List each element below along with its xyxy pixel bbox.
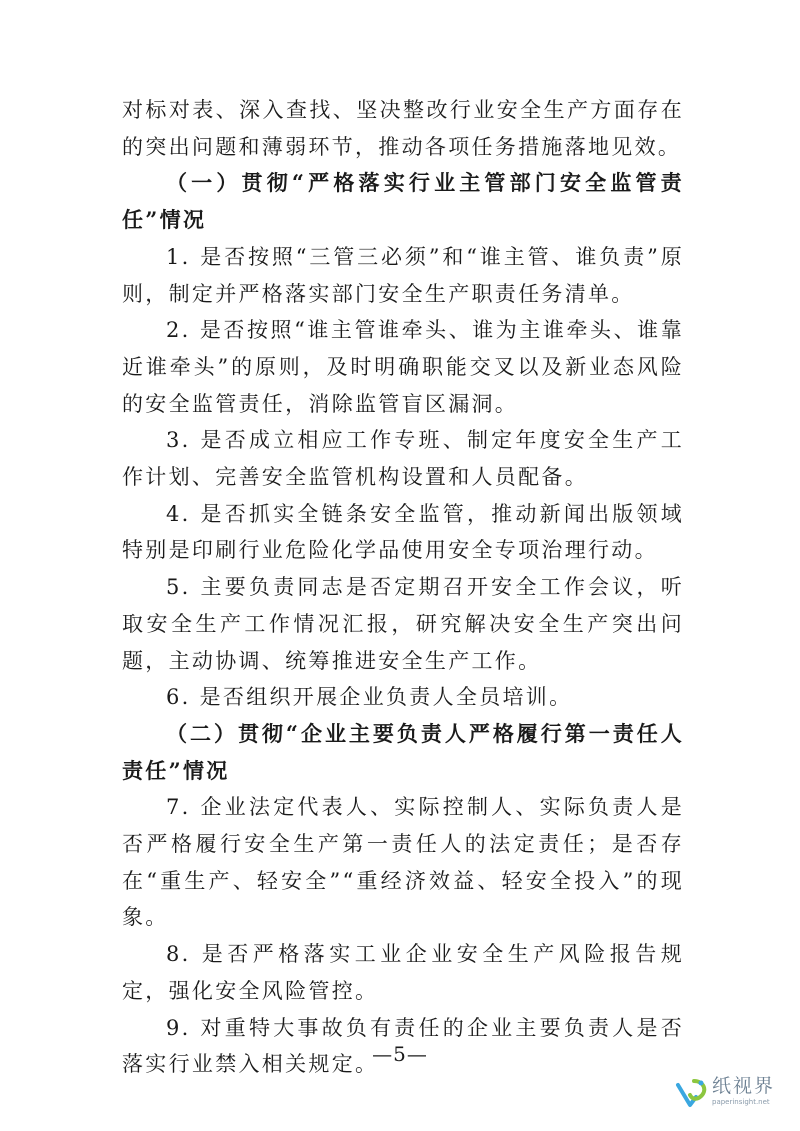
list-item-2: 2. 是否按照“谁主管谁牵头、谁为主谁牵头、谁靠近谁牵头”的原则，及时明确职能交叉以及新业态风险的安全监管责任，消除监管盲区漏洞。 — [122, 318, 684, 416]
page-number: —5— — [372, 1042, 428, 1066]
section-heading-1: （一）贯彻“严格落实行业主管部门安全监管责任”情况 — [122, 170, 684, 233]
paragraph-intro: 对标对表、深入查找、坚决整改行业安全生产方面存在的突出问题和薄弱环节，推动各项任务措施落地见效。 — [122, 98, 684, 159]
watermark — [674, 1071, 784, 1117]
list-item-8: 8. 是否严格落实工业企业安全生产风险报告规定，强化安全风险管控。 — [122, 942, 684, 1003]
document-body — [122, 92, 684, 1083]
list-item-3: 3. 是否成立相应工作专班、制定年度安全生产工作计划、完善安全监管机构设置和人员配备。 — [122, 428, 684, 490]
watermark-text: 纸视界 — [712, 1075, 776, 1097]
list-item-1: 1. 是否按照“三管三必须”和“谁主管、谁负责”原则，制定并严格落实部门安全生产职责任务清单。 — [122, 244, 684, 306]
list-item-4: 4. 是否抓实全链条安全监管，推动新闻出版领域特别是印刷行业危险化学品使用安全专项治理行动。 — [122, 501, 684, 563]
section-heading-2: （二）贯彻“企业主要负责人严格履行第一责任人责任”情况 — [122, 720, 684, 783]
paperinsight-logo-icon — [674, 1075, 710, 1111]
list-item-5: 5. 主要负责同志是否定期召开安全工作会议，听取安全生产工作情况汇报，研究解决安全生产突出问题，主动协调、统筹推进安全生产工作。 — [122, 575, 684, 673]
list-item-6: 6. 是否组织开展企业负责人全员培训。 — [166, 685, 573, 710]
list-item-7: 7. 企业法定代表人、实际控制人、实际负责人是否严格履行安全生产第一责任人的法定责任；是否存在“重生产、轻安全”“重经济效益、轻安全投入”的现象。 — [122, 795, 684, 930]
watermark-url: paperinsight.net — [712, 1098, 770, 1106]
list-item-9: 9. 对重特大事故负有责任的企业主要负责人是否落实行业禁入相关规定。 — [122, 1015, 684, 1077]
